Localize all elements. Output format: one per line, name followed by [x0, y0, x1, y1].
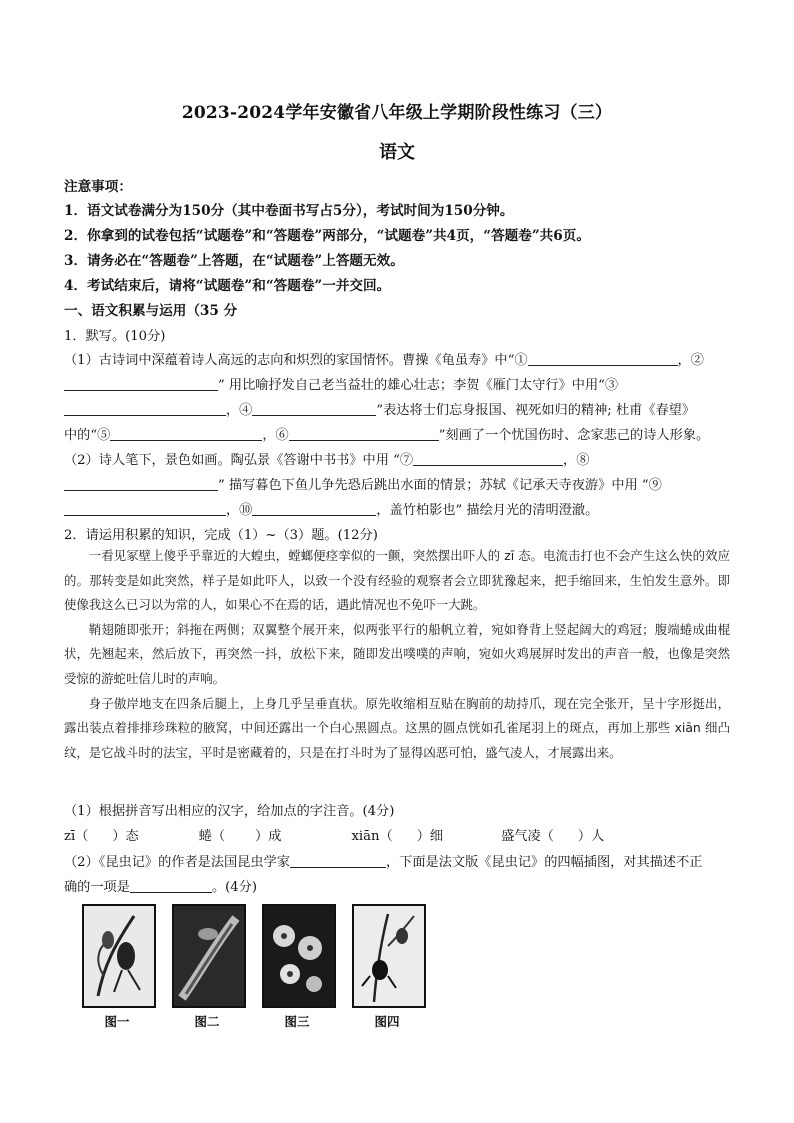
exam-title: 2023-2024学年安徽省八年级上学期阶段性练习（三）: [181, 103, 613, 123]
pinyin-row: zī（ ）态 蜷（ ）成 xiān（ ）细 盛气凌（ ）人: [64, 829, 605, 844]
figure-2: [172, 904, 246, 1029]
q1-line-2: ” 用比喻抒发自己老当益壮的雄心壮志；李贺《雁门太守行》中用“③: [64, 374, 618, 393]
question-1-heading: 1．默写。(10分): [64, 329, 166, 344]
q2-sub-2-line-2: 确的一项是 。(4分): [64, 880, 257, 895]
notice-heading: 注意事项：: [64, 179, 132, 195]
q1-line-1: （1）古诗词中深蕴着诗人高远的志向和炽烈的家国情怀。曹操《龟虽寿》中“① ，②: [64, 353, 704, 368]
section-one-heading: 一、语文积累与运用（35 分: [64, 303, 238, 319]
figure-4-caption: 图四: [374, 1014, 400, 1029]
notice-item-1: 1．语文试卷满分为150分（其中卷面书写占5分），考试时间为150分钟。: [64, 203, 514, 219]
notice-item-2: 2．你拿到的试卷包括“试题卷”和“答题卷”两部分，“试题卷”共4页，“答题卷”共6页。: [64, 228, 590, 244]
figure-2-image: [172, 904, 246, 1008]
figure-3-caption: 图三: [284, 1014, 310, 1029]
figure-3-image: [262, 904, 336, 1008]
figure-1-caption: 图一: [104, 1014, 130, 1029]
q2-sub-1: （1）根据拼音写出相应的汉字，给加点的字注音。(4分): [64, 804, 395, 819]
subject-title: 语文: [379, 142, 415, 163]
passage-paragraph-3: 身子傲岸地支在四条后腿上，上身几乎呈垂直状。原先收缩相互贴在胸前的劫持爪，现在完全张开，呈十字形挺出，露出装点着排排珍珠粒的腋窝，中间还露出一个白心黑圆点。这黑的圆点恍如孔雀尾羽上的斑点，再加上那些 xiān 细凸纹，是它战斗时的法宝，平时是密藏着的，只是在打斗时为了显得凶恶可怕，盛气凌人，才展露出来。: [64, 695, 730, 760]
passage-paragraph-1: 一看见冢壁上傻乎乎靠近的大蝗虫，螳螂便痉挛似的一颤，突然摆出吓人的 zī 态。电流击打也不会产生这么快的效应的。那转变是如此突然，样子是如此吓人，以致一个没有经验的观察者会立即犹豫起来，把手缩回来，生怕发生意外。即使像我这么已习以为常的人，如果心不在焉的话，遇此情况也不免吓一大跳。: [64, 548, 730, 613]
q1-line-6: ” 描写暮色下鱼儿争先恐后跳出水面的情景；苏轼《记承天寺夜游》中用 “⑨: [64, 474, 662, 493]
figure-1-image: [82, 904, 156, 1008]
figure-4-image: [352, 904, 426, 1008]
reading-passage: [64, 544, 730, 765]
author-answer-blank[interactable]: [290, 853, 386, 868]
figure-2-caption: 图二: [194, 1014, 220, 1029]
answer-blank-7[interactable]: [413, 451, 563, 466]
notice-item-4: 4．考试结束后，请将“试题卷”和“答题卷”一并交回。: [64, 278, 391, 294]
answer-blank-9[interactable]: [64, 501, 226, 516]
answer-blank-4[interactable]: [252, 401, 376, 416]
figure-4: [352, 904, 426, 1029]
q1-line-4: 中的“⑤ ，⑥ ”刻画了一个忧国伤时、念家悲己的诗人形象。: [64, 428, 710, 443]
answer-blank-3[interactable]: [64, 401, 226, 416]
answer-blank-2[interactable]: [64, 376, 218, 391]
choice-answer-blank[interactable]: [130, 878, 212, 893]
figure-3: [262, 904, 336, 1029]
answer-blank-5[interactable]: [110, 426, 262, 441]
notice-item-3: 3．请务必在“答题卷”上答题，在“试题卷”上答题无效。: [64, 253, 404, 269]
q1-line-3: ，④ ”表达将士们忘身报国、视死如归的精神; 杜甫《春望》: [64, 399, 695, 418]
answer-blank-8[interactable]: [64, 476, 218, 491]
answer-blank-10[interactable]: [252, 501, 376, 516]
answer-blank-1[interactable]: [528, 351, 678, 366]
q2-sub-2-line-1: （2）《昆虫记》的作者是法国昆虫学家 ，下面是法文版《昆虫记》的四幅插图，对其描述不正: [64, 855, 703, 870]
question-2-heading: 2．请运用积累的知识，完成（1）~（3）题。(12分): [64, 528, 378, 543]
answer-blank-6[interactable]: [289, 426, 439, 441]
q1-line-5: （2）诗人笔下，景色如画。陶弘景《答谢中书书》中用 “⑦ ，⑧: [64, 453, 590, 468]
passage-paragraph-2: 鞘翅随即张开；斜拖在两侧；双翼整个展开来，似两张平行的船帆立着，宛如脊背上竖起阔大的鸡冠；腹端蜷成曲棍状，先翘起来，然后放下，再突然一抖，放松下来，随即发出噗噗的声响，宛如火鸡展屏时发出的声音一般，也像是突然受惊的游蛇吐信儿时的声响。: [64, 621, 730, 686]
figure-1: [82, 904, 156, 1029]
q1-line-7: ，⑩ ，盖竹柏影也” 描绘月光的清明澄澈。: [64, 499, 598, 518]
